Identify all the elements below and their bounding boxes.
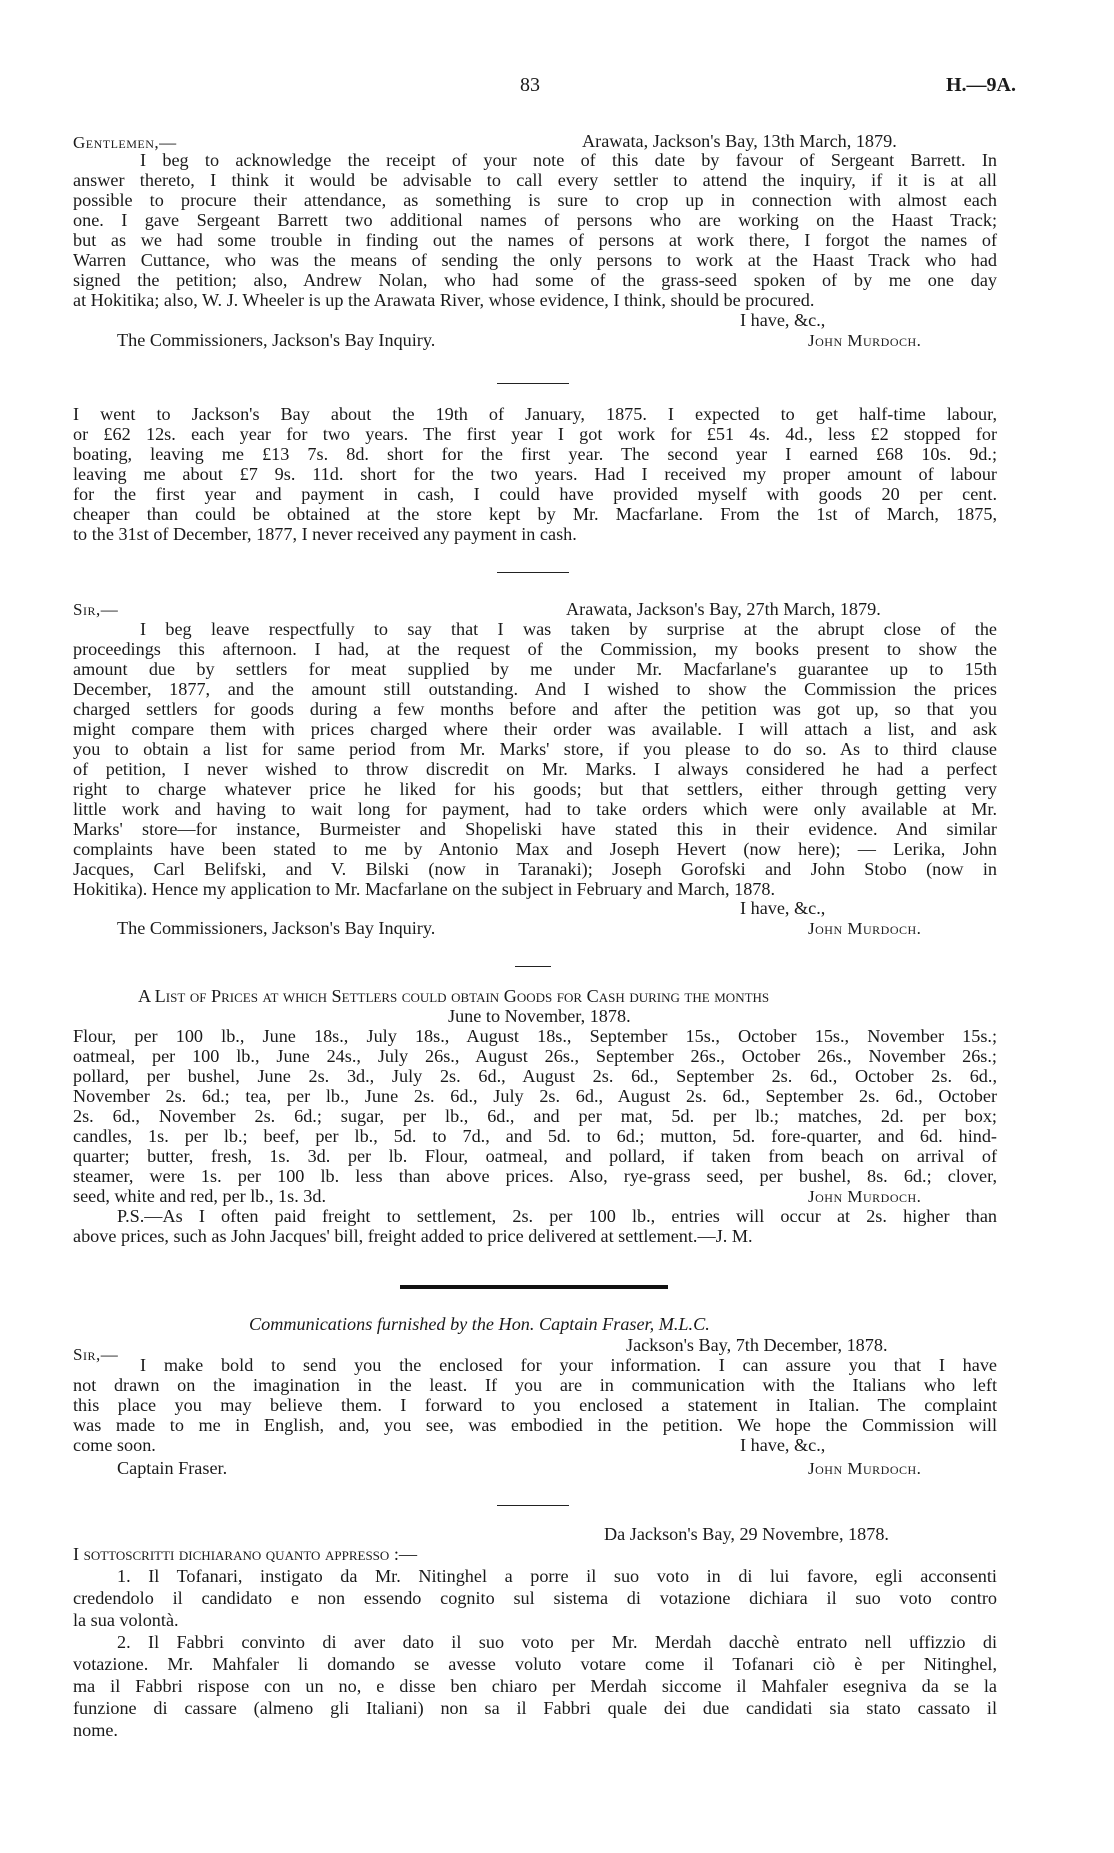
postscript-line: P.S.—As I often paid freight to settlement, 2s. per 100 lb., entries will occur at 2s. higher than (117, 1206, 997, 1226)
letter2-signature: John Murdoch. (808, 919, 922, 938)
statement-line: or £62 12s. each year for two years. The first year I got work for £51 4s. 4d., less £2 stopped for (73, 424, 997, 444)
letter2-line: little work and having to wait long for payment, had to take orders which were only available at Mr. (73, 799, 997, 819)
divider (497, 1505, 569, 1506)
price-list-signature: John Murdoch. (808, 1187, 922, 1206)
price-list-line: seed, white and red, per lb., 1s. 3d. (73, 1186, 327, 1206)
letter2-line: Marks' store—for instance, Burmeister and Shopeliski have stated this in their evidence. And similar (73, 819, 997, 839)
letter1-line: signed the petition; also, Andrew Nolan, who had some of the grass-seed spoken of by me one day (73, 270, 997, 290)
letter1-line: answer thereto, I think it would be advisable to call every settler to attend the inquiry, if it is at all (73, 170, 997, 190)
price-list-line: 2s. 6d., November 2s. 6d.; sugar, per lb., 6d., and per mat, 5d. per lb.; matches, 2d. per box; (73, 1106, 997, 1126)
letter1-addressee: The Commissioners, Jackson's Bay Inquiry. (117, 330, 436, 350)
letter3-addressee: Captain Fraser. (117, 1458, 228, 1478)
letter1-salutation: Gentlemen,— (73, 133, 177, 152)
letter1-signature: John Murdoch. (808, 331, 922, 350)
letter1-line: possible to procure their attendance, as something is sure to crop up in connection with almost each (73, 190, 997, 210)
price-list-line: oatmeal, per 100 lb., June 24s., July 26s., August 26s., September 26s., October 26s., November 26s.; (73, 1046, 997, 1066)
letter3-dateline: Jackson's Bay, 7th December, 1878. (626, 1335, 888, 1355)
letter2-line: might compare them with prices charged where their order was available. I will attach a list, and ask (73, 719, 997, 739)
divider (497, 572, 569, 573)
letter3-line: was made to me in English, and, you see, was embodied in the petition. We hope the Commission will (73, 1415, 997, 1435)
italian-line: la sua volontà. (73, 1610, 179, 1630)
price-list-line: candles, 1s. per lb.; beef, per lb., 5d. to 7d., and 5d. to 6d.; mutton, 5d. fore-quarter, and 6d. hind- (73, 1126, 997, 1146)
letter2-line: amount due by settlers for meat supplied by me under Mr. Macfarlane's guarantee up to 15th (73, 659, 997, 679)
letter2-line: you to obtain a list for same period from Mr. Marks' store, if you please to do so. As to third clause (73, 739, 997, 759)
letter3-signature: John Murdoch. (808, 1459, 922, 1478)
price-list-line: pollard, per bushel, June 2s. 3d., July 2s. 6d., August 2s. 6d., September 2s. 6d., October 2s. 6d., (73, 1066, 997, 1086)
statement-line: I went to Jackson's Bay about the 19th of January, 1875. I expected to get half-time labour, (73, 404, 997, 424)
section-title: Communications furnished by the Hon. Captain Fraser, M.L.C. (249, 1314, 710, 1334)
italian-intro: I sottoscritti dichiarano quanto appresso :— (73, 1544, 418, 1564)
price-list-line: November 2s. 6d.; tea, per lb., June 2s. 6d., July 2s. 6d., August 2s. 6d., September 2s. 6d., October (73, 1086, 997, 1106)
statement-line: leaving me about £7 9s. 11d. short for the two years. Had I received my proper amount of labour (73, 464, 997, 484)
statement-line: for the first year and payment in cash, I could have provided myself with goods 20 per cent. (73, 484, 997, 504)
letter1-line: Warren Cuttance, who was the means of sending the only persons to work at the Haast Track who had (73, 250, 997, 270)
statement-line: boating, leaving me £13 7s. 8d. short for the first year. The second year I earned £68 10s. 9d.; (73, 444, 997, 464)
letter2-line: of petition, I never wished to throw discredit on Mr. Marks. I always considered he had a perfect (73, 759, 997, 779)
letter2-closing: I have, &c., (740, 898, 826, 918)
italian-line: votazione. Mr. Mahfaler li domando se avesse voluto votare come il Tofanari ciò è per Nitinghel, (73, 1654, 997, 1674)
italian-line: ma il Fabbri rispose con un no, e disse ben chiaro per Merdah siccome il Mahfaler esegniva da se la (73, 1676, 997, 1696)
italian-line: 2. Il Fabbri convinto di aver dato il suo voto per Mr. Merdah dacchè entrato nell uffizzio di (117, 1632, 997, 1652)
letter3-line: this place you may believe them. I forward to you enclosed a statement in Italian. The complaint (73, 1395, 997, 1415)
letter1-line: one. I gave Sergeant Barrett two additional names of persons who are working on the Haast Track; (73, 210, 997, 230)
letter3-line: come soon. (73, 1435, 156, 1455)
letter1-dateline: Arawata, Jackson's Bay, 13th March, 1879. (582, 131, 897, 151)
postscript-line: above prices, such as John Jacques' bill, freight added to price delivered at settlement.—J. M. (73, 1226, 753, 1246)
letter2-salutation: Sir,— (73, 600, 119, 619)
letter2-line: Jacques, Carl Belifski, and V. Bilski (now in Taranaki); Joseph Gorofski and John Stobo (now in (73, 859, 997, 879)
letter2-line: right to charge whatever price he liked for his goods; but that settlers, either through getting very (73, 779, 997, 799)
italian-line: funzione di cassare (almeno gli Italiani) non sa il Fabbri quale dei due candidati sia stato cassato il (73, 1698, 997, 1718)
divider (497, 383, 569, 384)
price-list-line: Flour, per 100 lb., June 18s., July 18s., August 18s., September 15s., October 15s., November 15s.; (73, 1026, 997, 1046)
letter2-line: December, 1877, and the amount still outstanding. And I wished to show the Commission the prices (73, 679, 997, 699)
italian-dateline: Da Jackson's Bay, 29 Novembre, 1878. (604, 1524, 889, 1544)
statement-line: to the 31st of December, 1877, I never received any payment in cash. (73, 524, 577, 544)
price-list-line: steamer, were 1s. per 100 lb. less than above prices. Also, rye-grass seed, per bushel, 8s. 6d.; clover, (73, 1166, 997, 1186)
letter3-salutation: Sir,— (73, 1345, 119, 1364)
price-list-subheading: June to November, 1878. (448, 1006, 631, 1026)
page-number: 83 (520, 74, 540, 96)
divider (515, 966, 551, 967)
price-list-line: quarter; butter, fresh, 1s. 3d. per lb. Flour, oatmeal, and pollard, if taken from beach on arrival of (73, 1146, 997, 1166)
letter2-line: complaints have been stated to me by Antonio Max and Joseph Hevert (now here); — Lerika, John (73, 839, 997, 859)
letter2-line: I beg leave respectfully to say that I was taken by surprise at the abrupt close of the (140, 619, 997, 639)
price-list-heading: A List of Prices at which Settlers could obtain Goods for Cash during the months (138, 986, 770, 1006)
italian-line: 1. Il Tofanari, instigato da Mr. Nitinghel a porre il suo voto in di lui favore, egli acconsenti (117, 1566, 997, 1586)
letter3-line: not drawn on the imagination in the least. If you are in communication with the Italians who left (73, 1375, 997, 1395)
statement-line: cheaper than could be obtained at the store kept by Mr. Macfarlane. From the 1st of March, 1875, (73, 504, 997, 524)
letter1-line: at Hokitika; also, W. J. Wheeler is up the Arawata River, whose evidence, I think, should be procured. (73, 290, 815, 310)
letter3-line: I make bold to send you the enclosed for your information. I can assure you that I have (140, 1355, 997, 1375)
letter1-closing: I have, &c., (740, 310, 826, 330)
letter1-line: but as we had some trouble in finding out the names of persons at work there, I forgot the names of (73, 230, 997, 250)
italian-line: credendolo il candidato e non essendo cognito sul sistema di votazione dichiara il suo voto contro (73, 1588, 997, 1608)
section-divider (400, 1285, 668, 1289)
document-reference: H.—9A. (946, 74, 1016, 96)
italian-line: nome. (73, 1720, 118, 1740)
letter2-dateline: Arawata, Jackson's Bay, 27th March, 1879. (566, 599, 881, 619)
letter1-line: I beg to acknowledge the receipt of your note of this date by favour of Sergeant Barrett. In (140, 150, 997, 170)
letter2-line: proceedings this afternoon. I had, at the request of the Commission, my books present to show the (73, 639, 997, 659)
letter3-closing: I have, &c., (740, 1435, 826, 1455)
letter2-addressee: The Commissioners, Jackson's Bay Inquiry. (117, 918, 436, 938)
letter2-line: Hokitika). Hence my application to Mr. Macfarlane on the subject in February and March, 1878. (73, 879, 776, 899)
letter2-line: charged settlers for goods during a few months before and after the petition was got up, so that you (73, 699, 997, 719)
